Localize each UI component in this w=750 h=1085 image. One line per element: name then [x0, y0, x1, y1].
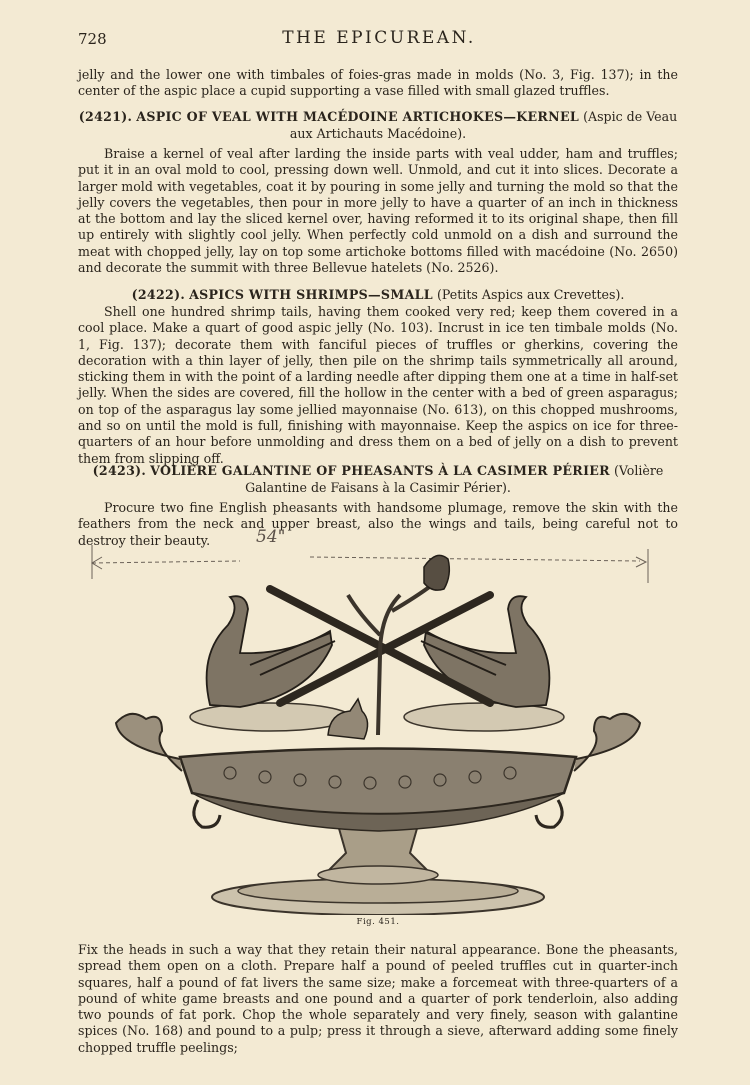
recipe-text: Braise a kernel of veal after larding the inside parts with veal udder, ham and truffles; put it in an oval mold to cool, pressing down well. Unmold, and cut it into slices. Decorate a larger mold with vegetables, coat it by pouring in some jelly and turning the mold so that the jelly covers the vegetables, then pour in more jelly to have a quarter of an inch in thickness at the bottom and lay the sliced kernel over, having reformed it to its original shape, then fill up entirely with slightly cool jelly. When perfectly cold unmold on a dish and surround the meat with chopped jelly, lay on top some artichoke bottoms filled with macédoine (No. 2650) and decorate the summit with three Bellevue hatelets (No. 2526).	[78, 146, 678, 276]
right-handle	[574, 714, 640, 771]
right-pheasant	[421, 596, 549, 707]
intro-text: jelly and the lower one with timbales of foies-gras made in molds (No. 3, Fig. 137); in the center of the aspic place a cupid supporting a vase filled with small glazed truffles.	[78, 67, 678, 99]
left-handle	[116, 714, 182, 771]
recipe-number: (2423).	[92, 463, 147, 478]
recipe-title: VOLIÈRE GALANTINE OF PHEASANTS À LA CASIMER PÉRIER	[150, 463, 610, 478]
recipe-subtitle: (Aspic de Veau aux Artichauts Macédoine).	[289, 109, 678, 141]
aviary-galantine-illustration	[80, 535, 676, 915]
recipe-title: ASPIC OF VEAL WITH MACÉDOINE ARTICHOKES—KERNEL	[136, 109, 580, 124]
running-title: THE EPICUREAN.	[282, 28, 476, 48]
recipe-heading-2422	[78, 286, 678, 303]
recipe-body-2422	[78, 304, 678, 467]
continuation-paragraph	[78, 942, 678, 1056]
measure-marks	[92, 545, 648, 583]
recipe-heading-2421	[78, 108, 678, 142]
recipe-number: (2422).	[131, 287, 186, 302]
perched-bird	[424, 555, 449, 590]
page-header	[78, 28, 680, 52]
recipe-text: Shell one hundred shrimp tails, having them cooked very red; keep them covered in a cool place. Make a quart of good aspic jelly (No. 103). Incrust in ice ten timbale molds (No. 1, Fig. 137); decorate them with fanciful pieces of truffles or gherkins, covering the decoration with a thin layer of jelly, then pile on the shrimp tails symmetrically all around, sticking them in with the point of a larding needle after dipping them one at a time in half-set jelly. When the sides are covered, fill the hollow in the center with a bed of green asparagus; on top of the asparagus lay some jellied mayonnaise (No. 613), on this chopped mushrooms, and so on until the mold is full, finishing with mayonnaise. Keep the aspics on ice for three-quarters of an hour before unmolding and dress them on a bed of jelly on a dish to prevent them from slipping off.	[78, 304, 678, 466]
recipe-number: (2421).	[78, 109, 133, 124]
intro-paragraph	[78, 67, 678, 100]
continuation-text: Fix the heads in such a way that they retain their natural appearance. Bone the pheasants, spread them open on a cloth. Prepare half a pound of peeled truffles cut in quarter-inch squares, half a pound of fat livers the same size; make a forcemeat with three-quarters of a pound of white game breasts and one pound and a quarter of pork tenderloin, also adding two pounds of fat pork. Chop the whole separately and very finely, season with galantine spices (No. 168) and pound to a pulp; press it through a sieve, afterward adding some finely chopped truffle peelings;	[78, 942, 678, 1055]
figure-caption: Fig. 451.	[356, 917, 400, 927]
page-number: 728	[78, 30, 107, 48]
recipe-subtitle: (Petits Aspics aux Crevettes).	[436, 287, 625, 302]
recipe-subtitle: (Volière Galantine de Faisans à la Casimir Périer).	[245, 463, 664, 495]
recipe-heading-2423	[78, 462, 678, 496]
handwritten-measure: 54"	[256, 527, 286, 547]
recipe-title: ASPICS WITH SHRIMPS—SMALL	[189, 287, 433, 302]
fox	[328, 699, 368, 739]
recipe-body-2421	[78, 146, 678, 276]
recipe-text: Procure two fine English pheasants with handsome plumage, remove the skin with the feathers from the neck and upper breast, also the wings and tails, being careful not to destroy their beauty.	[78, 500, 678, 548]
figure-451	[80, 527, 676, 935]
